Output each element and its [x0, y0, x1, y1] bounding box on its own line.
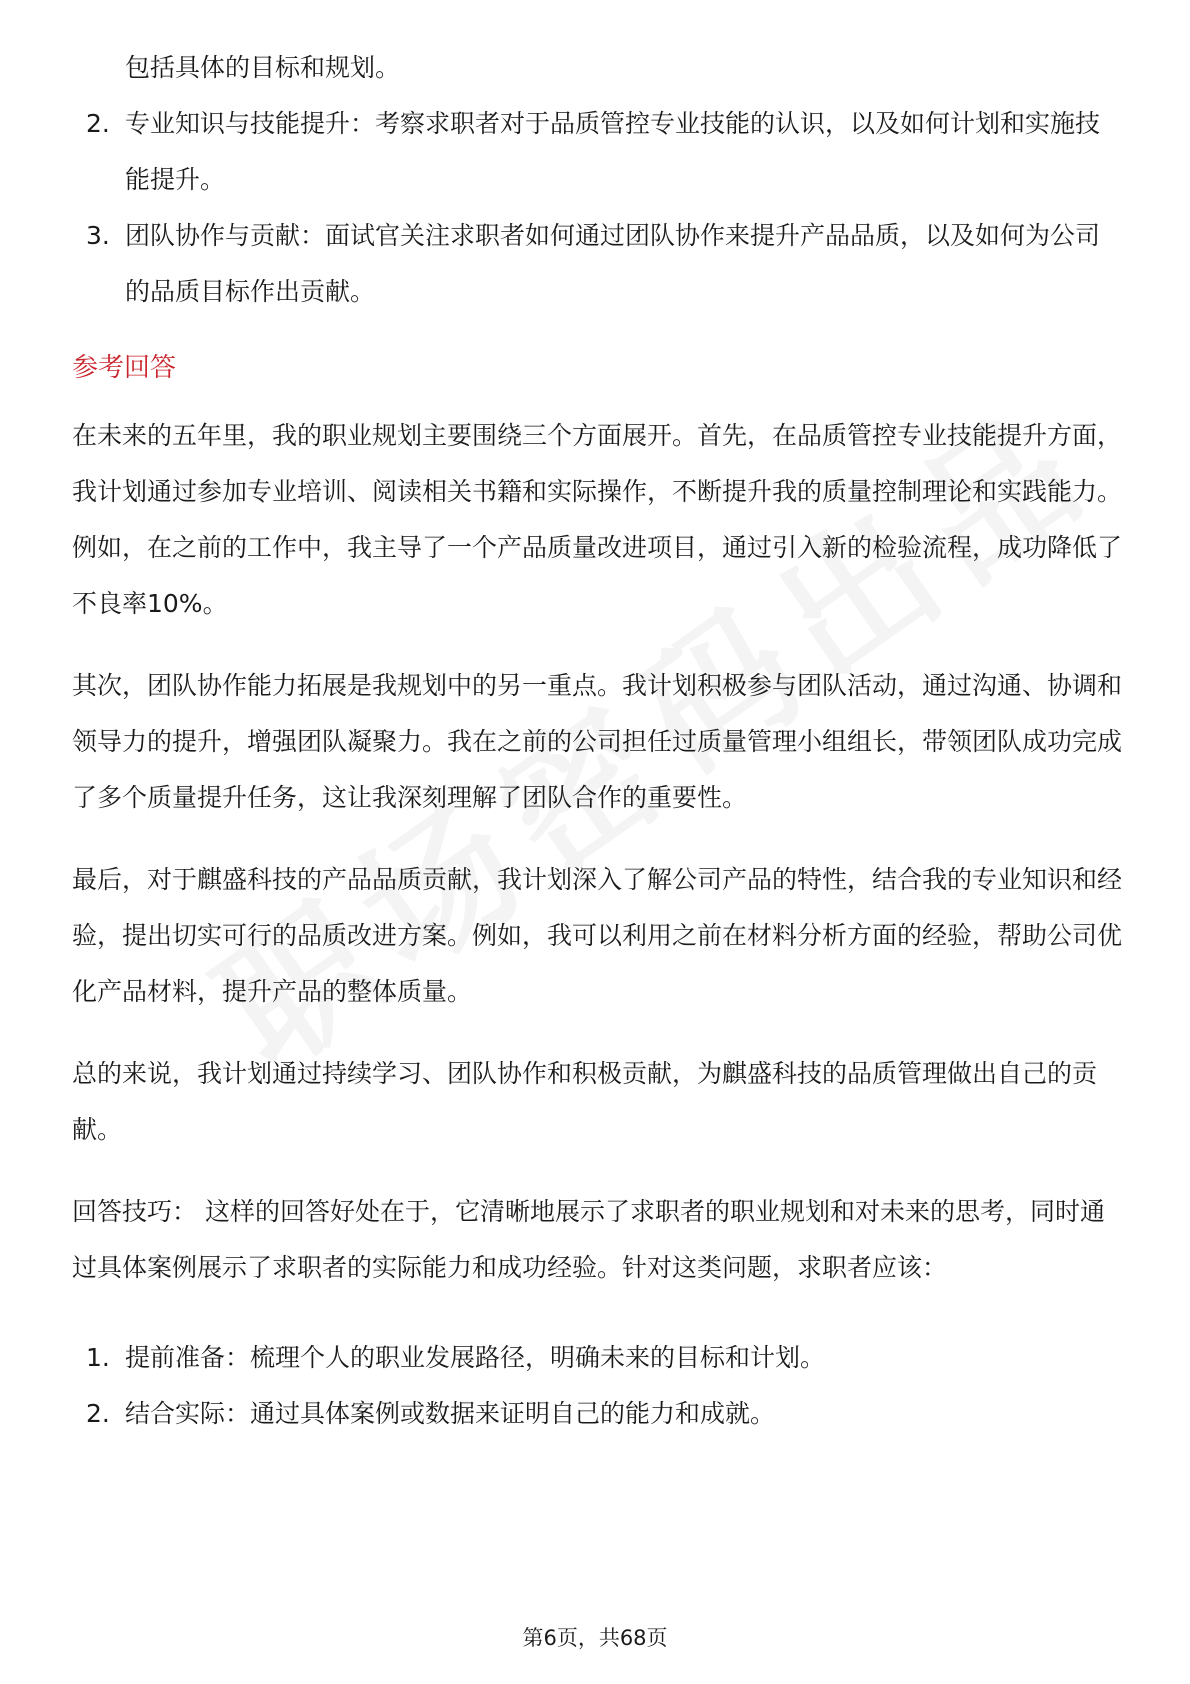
- list-item-text: 团队协作与贡献：面试官关注求职者如何通过团队协作来提升产品品质，以及如何为公司的品质目标作出贡献。: [125, 221, 1101, 306]
- tips-list: [72, 1330, 1122, 1442]
- list-number: 3.: [86, 221, 110, 250]
- list-number: 2.: [86, 109, 110, 138]
- answer-paragraph: 最后，对于麒盛科技的产品品质贡献，我计划深入了解公司产品的特性，结合我的专业知识和经验，提出切实可行的品质改进方案。例如，我可以利用之前在材料分析方面的经验，帮助公司优化产品材料，提升产品的整体质量。: [72, 865, 1123, 1006]
- answer-paragraph: 在未来的五年里，我的职业规划主要围绕三个方面展开。首先，在品质管控专业技能提升方面，我计划通过参加专业培训、阅读相关书籍和实际操作，不断提升我的质量控制理论和实践能力。例如，在之前的工作中，我主导了一个产品质量改进项目，通过引入新的检验流程，成功降低了不良率10%。: [72, 421, 1123, 618]
- list-number: 2.: [86, 1399, 110, 1428]
- list-item: [72, 1330, 1122, 1386]
- list-item: [72, 96, 1122, 208]
- list-item: [72, 1386, 1122, 1442]
- section-heading: 参考回答: [72, 353, 177, 383]
- list-item-text: 提前准备：梳理个人的职业发展路径，明确未来的目标和计划。: [125, 1343, 826, 1372]
- criteria-list: [72, 96, 1122, 320]
- list-item-text: 专业知识与技能提升：考察求职者对于品质管控专业技能的认识，以及如何计划和实施技能提升。: [125, 109, 1101, 194]
- tips-paragraph: 回答技巧： 这样的回答好处在于，它清晰地展示了求职者的职业规划和对未来的思考，同时通过具体案例展示了求职者的实际能力和成功经验。针对这类问题，求职者应该：: [72, 1197, 1105, 1282]
- answer-paragraph: 其次，团队协作能力拓展是我规划中的另一重点。我计划积极参与团队活动，通过沟通、协调和领导力的提升，增强团队凝聚力。我在之前的公司担任过质量管理小组组长，带领团队成功完成了多个质量提升任务，这让我深刻理解了团队合作的重要性。: [72, 671, 1123, 812]
- answer-paragraph: 总的来说，我计划通过持续学习、团队协作和积极贡献，为麒盛科技的品质管理做出自己的贡献。: [72, 1059, 1098, 1144]
- list-item-text: 结合实际：通过具体案例或数据来证明自己的能力和成就。: [125, 1399, 776, 1428]
- page-content: [72, 40, 1122, 1442]
- list-item: [72, 208, 1122, 320]
- list-number: 1.: [86, 1343, 110, 1372]
- page-footer: 第6页，共68页: [522, 1626, 668, 1650]
- list-item-continuation: 包括具体的目标和规划。: [125, 53, 401, 82]
